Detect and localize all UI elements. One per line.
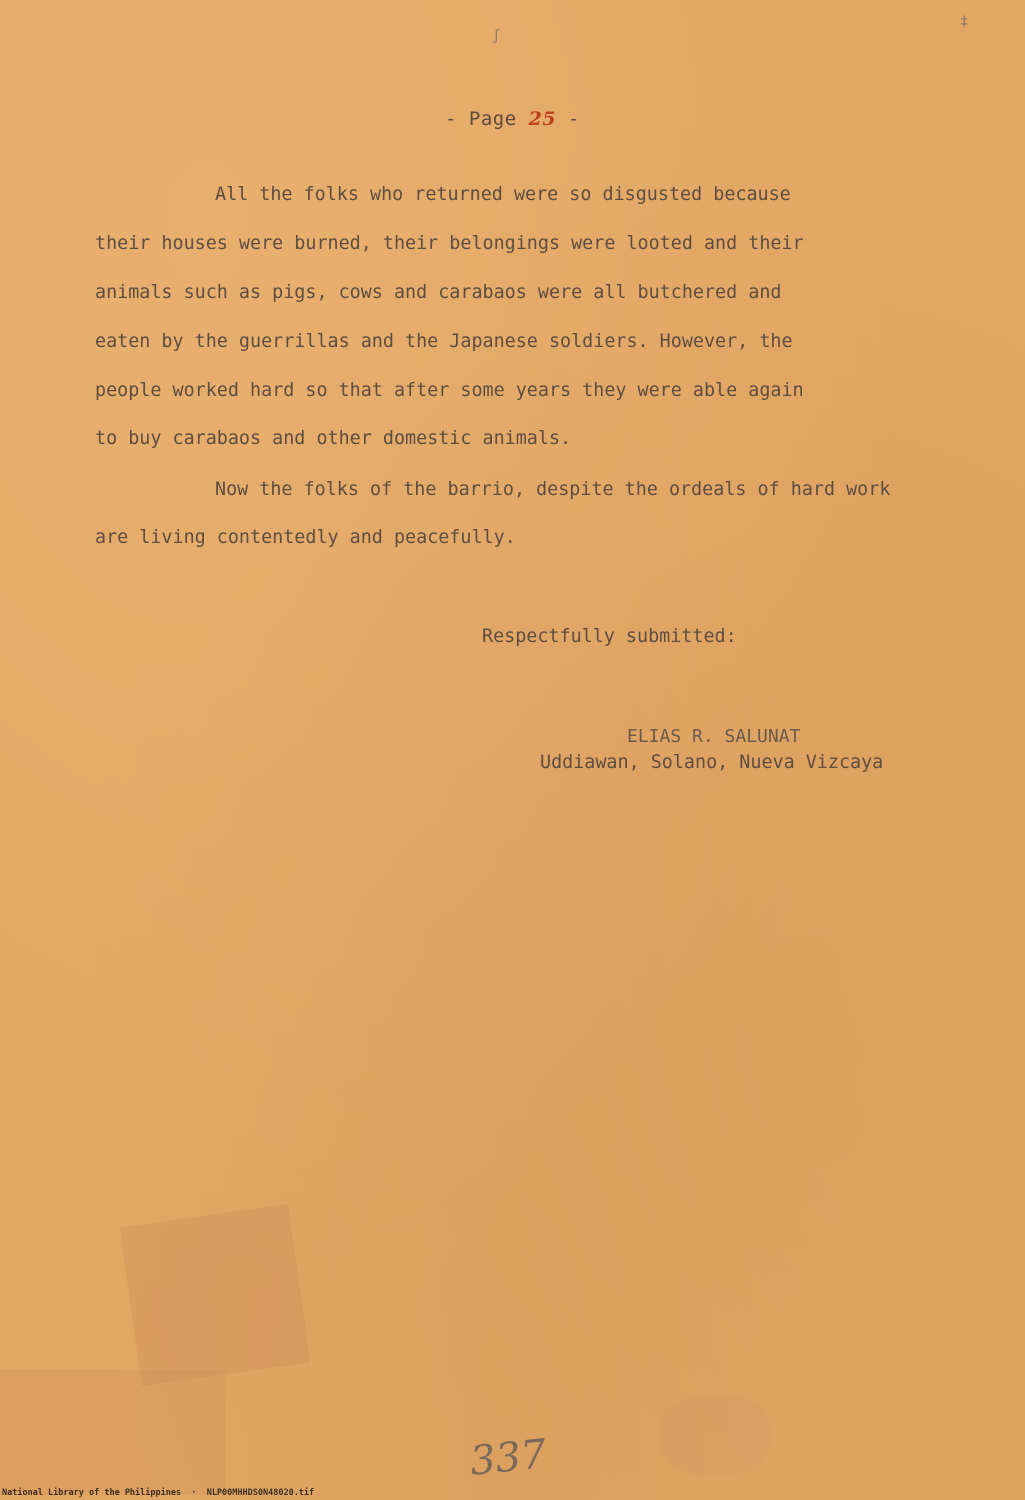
closing-line: Respectfully submitted:: [482, 626, 737, 647]
paper-stain: [0, 1370, 225, 1495]
page-number: 25: [528, 108, 557, 130]
signatory-name: ELIAS R. SALUNAT: [627, 726, 801, 747]
page-header: [0, 108, 1025, 130]
body-line: to buy carabaos and other domestic animals.: [95, 428, 572, 449]
archive-number: 337: [467, 1431, 549, 1485]
ink-mark: ʃ: [492, 28, 501, 44]
body-line: Now the folks of the barrio, despite the ordeals of hard work: [215, 479, 891, 500]
body-line: their houses were burned, their belongings were looted and their: [95, 233, 804, 254]
signatory-place: Uddiawan, Solano, Nueva Vizcaya: [540, 752, 884, 773]
body-line: animals such as pigs, cows and carabaos were all butchered and: [95, 282, 782, 303]
paper-stain: [660, 1395, 770, 1475]
body-line: people worked hard so that after some years they were able again: [95, 380, 804, 401]
page-header-suffix: -: [556, 108, 580, 130]
page-header-prefix: - Page: [445, 108, 529, 130]
footer-text: National Library of the Philippines · NLP00MHHDS0N48020.tif: [2, 1488, 315, 1498]
body-line: eaten by the guerrillas and the Japanese soldiers. However, the: [95, 331, 793, 352]
body-line: All the folks who returned were so disgusted because: [215, 184, 791, 205]
paper-stain: [120, 1204, 311, 1386]
ink-mark: ‡: [960, 14, 969, 30]
body-line: are living contentedly and peacefully.: [95, 527, 516, 548]
